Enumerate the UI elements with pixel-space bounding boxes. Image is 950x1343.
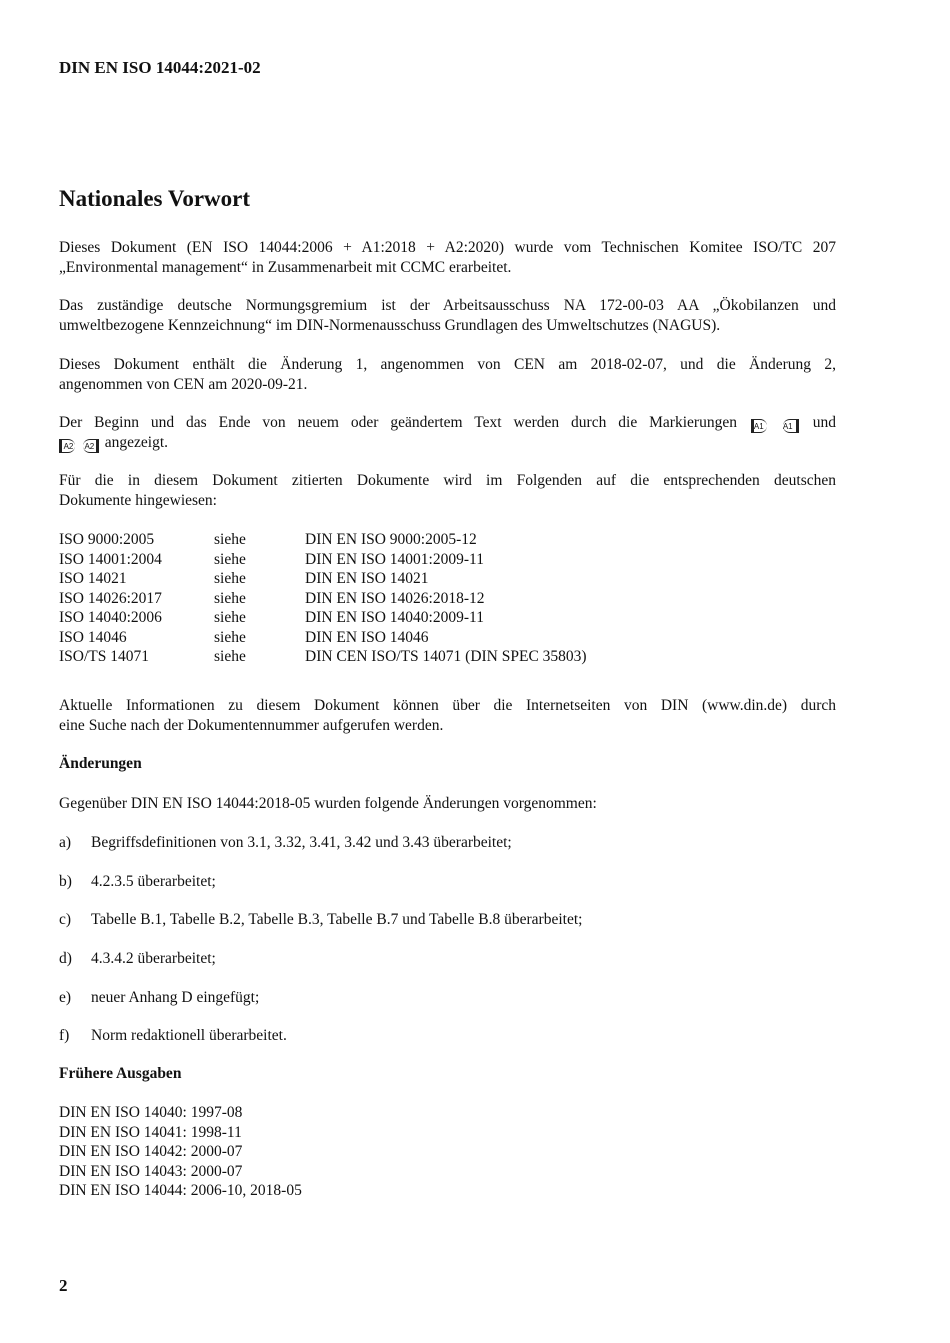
a1-start-marker-icon: A1 <box>751 419 767 433</box>
paragraph-line: Aktuelle Informationen zu diesem Dokument können über die Internetseiten von DIN (www.din.de) durch <box>59 697 836 714</box>
reference-iso: ISO 14021 <box>59 570 127 587</box>
paragraph-markers <box>59 413 836 453</box>
previous-editions-heading: Frühere Ausgaben <box>59 1065 182 1082</box>
reference-iso: ISO 14046 <box>59 628 127 646</box>
a2-start-marker-icon: A2 <box>59 439 75 453</box>
paragraph-amendments <box>59 355 836 394</box>
change-list-item <box>59 833 512 853</box>
previous-editions-list <box>59 1103 302 1201</box>
paragraph-line <box>59 413 836 433</box>
markers-text: Der Beginn und das Ende von neuem oder geändertem Text werden durch die Markierungen <box>59 414 737 431</box>
paragraph-standards-body <box>59 296 836 335</box>
reference-din: DIN EN ISO 14026:2018-12 <box>305 589 485 607</box>
previous-edition-item: DIN EN ISO 14040: 1997-08 <box>59 1104 243 1121</box>
changes-heading: Änderungen <box>59 755 142 772</box>
reference-iso: ISO 14001:2004 <box>59 550 162 568</box>
paragraph-line: Dokumente hingewiesen: <box>59 491 217 509</box>
change-item-text: 4.3.4.2 überarbeitet; <box>91 950 216 967</box>
page-number: 2 <box>59 1276 68 1295</box>
reference-row <box>59 628 587 648</box>
reference-separator: siehe <box>214 550 246 568</box>
a1-end-marker-icon: A1 <box>783 419 799 433</box>
paragraph-online-info <box>59 696 836 735</box>
previous-edition-item: DIN EN ISO 14043: 2000-07 <box>59 1162 243 1180</box>
reference-separator: siehe <box>214 609 246 626</box>
reference-din: DIN EN ISO 14046 <box>305 628 429 646</box>
change-list-item <box>59 872 216 892</box>
reference-separator: siehe <box>214 628 246 646</box>
reference-row <box>59 647 587 667</box>
reference-din: DIN EN ISO 14040:2009-11 <box>305 609 484 626</box>
reference-iso: ISO 9000:2005 <box>59 531 155 548</box>
previous-edition-item: DIN EN ISO 14044: 2006-10, 2018-05 <box>59 1182 302 1199</box>
reference-table-body <box>59 530 587 667</box>
paragraph-line: Für die in diesem Dokument zitierten Dokumente wird im Folgenden auf die entsprechenden deutschen <box>59 472 836 489</box>
reference-separator: siehe <box>214 648 246 665</box>
markers-end-text: angezeigt. <box>104 434 169 451</box>
reference-din: DIN EN ISO 14021 <box>305 570 429 587</box>
paragraph-line: angenommen von CEN am 2020-09-21. <box>59 375 308 393</box>
paragraph-line: eine Suche nach der Dokumentennummer aufgerufen werden. <box>59 716 444 734</box>
markers-and: und <box>812 414 837 431</box>
paragraph-line: Dieses Dokument enthält die Änderung 1, angenommen von CEN am 2018-02-07, und die Änderung 2, <box>59 356 836 373</box>
paragraph-line: Dieses Dokument (EN ISO 14044:2006 + A1:2018 + A2:2020) wurde vom Technischen Komitee ISO/TC 207 <box>59 239 836 256</box>
reference-din: DIN EN ISO 9000:2005-12 <box>305 531 477 548</box>
reference-row <box>59 530 587 550</box>
change-list-item <box>59 910 582 930</box>
document-id-header: DIN EN ISO 14044:2021-02 <box>59 58 261 77</box>
reference-separator: siehe <box>214 531 246 548</box>
change-item-label: c) <box>59 911 72 928</box>
paragraph-line <box>59 433 836 453</box>
change-item-text: Norm redaktionell überarbeitet. <box>91 1027 287 1044</box>
reference-row <box>59 550 587 570</box>
reference-iso: ISO/TS 14071 <box>59 648 149 665</box>
change-item-label: e) <box>59 989 72 1006</box>
change-item-label: b) <box>59 873 72 890</box>
reference-row <box>59 589 587 609</box>
paragraph-line: „Environmental management“ in Zusammenarbeit mit CCMC erarbeitet. <box>59 258 512 276</box>
change-list-item <box>59 949 216 969</box>
change-item-text: 4.2.3.5 überarbeitet; <box>91 873 216 890</box>
changes-intro: Gegenüber DIN EN ISO 14044:2018-05 wurden folgende Änderungen vorgenommen: <box>59 795 597 812</box>
reference-row <box>59 608 587 628</box>
previous-edition-item: DIN EN ISO 14041: 1998-11 <box>59 1123 242 1141</box>
change-item-text: neuer Anhang D eingefügt; <box>91 989 260 1006</box>
paragraph-line: Das zuständige deutsche Normungsgremium ist der Arbeitsausschuss NA 172-00-03 AA „Ökobilanzen und <box>59 297 836 314</box>
change-item-text: Tabelle B.1, Tabelle B.2, Tabelle B.3, Tabelle B.7 und Tabelle B.8 überarbeitet; <box>91 911 583 928</box>
previous-edition-item: DIN EN ISO 14042: 2000-07 <box>59 1143 243 1160</box>
change-item-text: Begriffsdefinitionen von 3.1, 3.32, 3.41, 3.42 und 3.43 überarbeitet; <box>91 834 512 851</box>
paragraph-line: umweltbezogene Kennzeichnung“ im DIN-Normenausschuss Grundlagen des Umweltschutzes (NAGUS). <box>59 316 721 334</box>
paragraph-references-intro <box>59 471 836 510</box>
reference-table <box>59 530 587 667</box>
a2-end-marker-icon: A2 <box>83 439 99 453</box>
reference-din: DIN CEN ISO/TS 14071 (DIN SPEC 35803) <box>305 648 587 665</box>
change-item-label: d) <box>59 950 72 967</box>
reference-separator: siehe <box>214 570 246 587</box>
section-title: Nationales Vorwort <box>59 186 251 211</box>
change-item-label: a) <box>59 834 72 851</box>
change-list-item <box>59 988 259 1008</box>
paragraph-committee <box>59 238 836 277</box>
reference-din: DIN EN ISO 14001:2009-11 <box>305 550 484 568</box>
reference-iso: ISO 14040:2006 <box>59 609 162 626</box>
reference-separator: siehe <box>214 589 246 607</box>
change-list-item <box>59 1026 287 1046</box>
change-item-label: f) <box>59 1027 70 1044</box>
reference-row <box>59 569 587 589</box>
reference-iso: ISO 14026:2017 <box>59 589 162 607</box>
